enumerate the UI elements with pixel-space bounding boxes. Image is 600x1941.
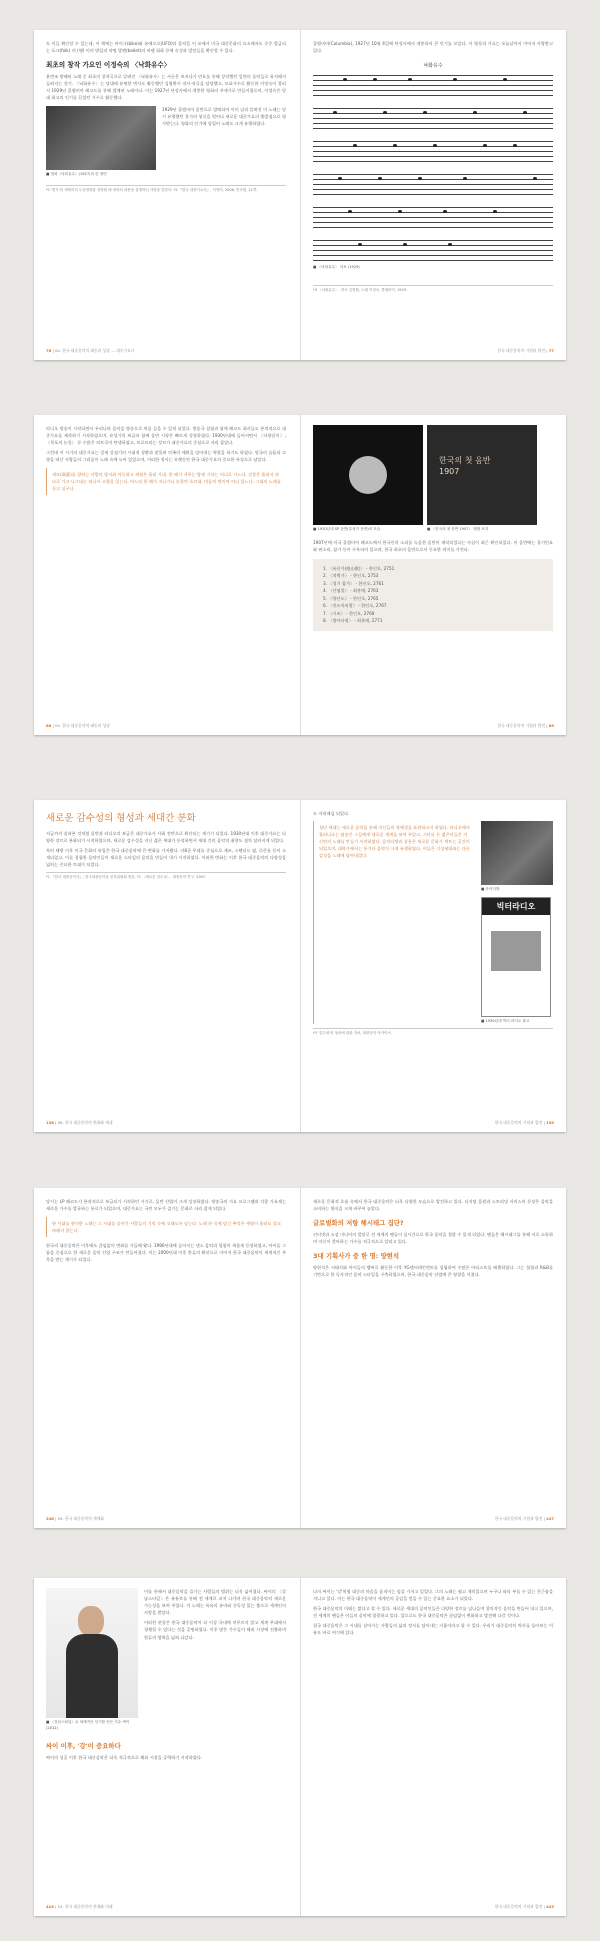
page-number: 77 <box>548 348 554 353</box>
running-title: 한국 대중음악의 기원과 발전 | <box>497 723 548 728</box>
record-caption: ■ 1920년대 SP 음반(유성기 음반)의 모습 <box>313 527 381 531</box>
page-number: 89 <box>548 723 554 728</box>
running-title: 한국 대중음악의 기원과 발전 | <box>494 1516 545 1521</box>
track-item: 3. 〈경기 잡가〉 - 한인오, 2761 <box>323 580 384 586</box>
body-text: 한국 대중음악의 미래는 밝다고 할 수 있다. 새로운 세대의 음악인들은 다양한 장르를 넘나들며 창의적인 음악을 만들어 내고 있으며, 전 세계의 팬들은 이들의 음악에 열광하고 있다. 앞으로도 한국 대중음악은 끊임없이 변화하고 발전해 나갈 것이다. <box>313 1606 553 1619</box>
body-text: 특히 해방 이후 미국 문화의 유입은 한국 대중음악에 큰 변화를 가져왔다. 미8군 무대를 중심으로 재즈, 스탠더드 팝, 로큰롤 등이 소개되었고, 이를 경험한 음악인들이 새로운 스타일의 음악을 만들어 내기 시작하였다. 이러한 변화는 이후 한국 대중음악의 다양성을 넓히는 중요한 토대가 되었다. <box>46 848 286 868</box>
body-text: 나의 싸이는 '강'처럼 대중의 마음을 움직이는 힘을 가지고 있었다. 그의 노래는 쉽고 재미있으며 누구나 따라 부를 수 있는 친근함을 지니고 있다. 이는 한국 대중음악이 세계인의 공감을 얻을 수 있는 중요한 요소가 되었다. <box>313 1589 553 1602</box>
body-text: 라디오 방송이 시작되면서 우리나라 음악을 방송으로 처음 들을 수 있게 되었다. 방송국 설립과 함께 레코드 회사들도 본격적으로 대중가요를 제작하기 시작하였으며, 유성기의 보급과 함께 음반 시장은 빠르게 성장하였다. 1930년대에 들어서면서 〈타향살이〉, 〈목포의 눈물〉 등 수많은 히트곡이 탄생하였고, 트로트라는 장르가 대중가요의 중심으로 자리 잡았다. <box>46 426 286 446</box>
page-left <box>46 1198 286 1263</box>
photo <box>46 106 156 170</box>
music-score <box>313 75 553 261</box>
page-number: 138 <box>46 1120 54 1125</box>
body-text: 결국 대중음악은 그 시대를 살아가는 사람들의 삶과 정서를 담아내는 거울이라고 할 수 있다. 우리가 대중음악의 역사를 돌아보는 이유도 바로 여기에 있다. <box>313 1623 553 1636</box>
body-text: 1907년에 미국 콜럼비아 레코드에서 한국인의 소리를 녹음한 음반이 제작되었다는 사실이 최근 확인되었다. 이 음반에는 경기민요와 판소리, 잡가 등이 수록되어 있으며, 한국 최초의 음반으로서 중요한 의미를 가진다. <box>313 539 553 552</box>
track-item: 6. 〈진도아리랑〉 - 한인오, 2767 <box>323 603 387 609</box>
page-number: 246 <box>46 1516 54 1521</box>
body-text: 양현석은 서태지와 아이들의 멤버로 활동한 이후 YG엔터테인먼트를 설립하여 수많은 아티스트를 배출하였다. 그는 힙합과 R&B를 기반으로 한 독자적인 음악 스타일을 구축하였으며, 한국 대중음악 산업에 큰 영향을 끼쳤다. <box>313 1265 553 1278</box>
side-figures <box>481 821 553 1024</box>
section-heading: 최초의 창작 가요인 이정숙의 〈낙화유수〉 <box>46 61 171 70</box>
page-spread-2 <box>34 415 566 735</box>
album-year: 1907 <box>439 467 460 476</box>
body-text: 인터넷과 소셜 미디어의 발달로 전 세계의 팬들이 실시간으로 한국 음악을 접할 수 있게 되었다. 팬들은 해시태그를 통해 서로 소통하며 자신이 좋아하는 가수를 적극적으로 알리고 있다. <box>313 1232 553 1245</box>
body-text: 당시는 LP 레코드가 본격적으로 보급되기 시작하던 시기로, 음반 산업이 크게 성장하였다. 방송국의 가요 프로그램과 각종 가요제는 새로운 가수를 발굴하는 통로가 되었으며, 대중가요는 국민 모두가 즐기는 문화로 자리 잡게 되었다. <box>46 1199 286 1212</box>
page-left <box>46 810 286 881</box>
running-title: 한국 대중음악의 기원과 발전 | <box>494 1904 545 1909</box>
body-text: 새로운 문화적 흐름 속에서 한국 대중음악은 더욱 다양한 모습으로 발전하고 있다. 디지털 음원과 스트리밍 서비스의 등장은 음악을 소비하는 방식을 크게 바꾸어 놓았다. <box>313 1199 553 1212</box>
page-number: 139 <box>546 1120 554 1125</box>
body-text: 윤변조 방해된 노래 중 최초의 창작곡으로 알려진 〈낙화유수〉는 사돈은 보지다가 민요를 통해 창작했던 일련의 음악들로 유지해서 들려지는 전기. 〈낙화유수〉는 당대에 유명한 변사도 활동했던 김영환이 작사·작곡을 담당했고, 모표가수로 활동한 이정숙이 불러서 1929년 콜럼비아 레코드를 통해 발매된 노래이다. 이는 1927년 단성사에서 개봉한 영화의 주제가로 만들어졌으며, 이정숙은 당대 최고의 인기를 끌었던 가수로 활동했다. <box>46 74 286 101</box>
album-cover <box>427 425 537 525</box>
page-number: 76 <box>46 348 52 353</box>
running-title: | 09. 한국 대중음악의 세계화 <box>55 1516 104 1521</box>
footnote: *1 '변사'란 세세히의 무성영화를 상영할 때 영화의 내용을 설명하던 사람을 말한다. *2 『한국 대중가요사』, 이영미, 2006, 민속원, 21쪽. <box>46 185 286 193</box>
section-heading: 싸이 이후, '강'이 중요하다 <box>46 1742 121 1750</box>
section-heading: 3대 기획사가 중 한 명: 양현석 <box>313 1252 400 1261</box>
body-text: 지금까지 살펴본 것처럼 음반과 라디오의 보급은 대중가요가 사회 전반으로 확산되는 계기가 되었다. 1930년대 이후 대중가요는 다양한 장르로 분화되기 시작하였으며, 새로운 감수성을 지닌 젊은 세대가 등장하면서 세대 간의 음악적 취향도 점차 달라지게 되었다. <box>46 831 286 844</box>
photo-caption: ■ 〈강남스타일〉로 세계적인 인기를 얻은 가수 싸이 (2012) <box>46 1720 130 1730</box>
lyric-quote: 한 시대를 풍미한 노래는 그 시대를 살아간 사람들의 기억 속에 오래도록 남는다. 노래 한 곡에 담긴 추억은 세월이 흘러도 결코 바래지 않는다. <box>46 1217 286 1237</box>
page-spread-1 <box>34 30 566 360</box>
score-caption: ■ 〈낙화유수〉 악보 (1929) <box>313 265 360 270</box>
intro-text: 콜럼비아(Columbia), 1927년 10월 4일에 단성사에서 개봉되어 큰 인기를 모았다. 이 영상과 가요는 오늘날까지 이어져 사랑받고 있다. <box>313 41 553 54</box>
photo-caption: ■ 음악다방 <box>481 887 500 892</box>
body-text: 그런데 이 시기의 대중가요는 일제 강점기의 시대적 상황과 맞물려 민족의 애환을 담아내는 역할을 하기도 하였다. 망국의 슬픔과 고향을 떠난 사람들의 그리움이 노래 속에 녹아 있었으며, 이러한 정서는 오랫동안 한국 대중가요의 중요한 특징으로 남았다. <box>46 450 286 463</box>
running-title: | 06. 한국 대중음악의 변화와 세대 <box>55 1120 113 1125</box>
page-left <box>46 40 286 193</box>
lyric-quote: 세모(歲暮)를 향하는 사람의 발자취 아득하고 세월은 흘러 가네. 한 해가 저무는 밤에 기차는 어디로 가느냐. 강물은 흘러서 바다로 가고 나그네는 떠나서 고향을 잊는다. 어느덧 한 해가 지나가니 눈물만 흐르네. 마음의 벗이여 어디 있느냐. 그대의 노래를 듣고 싶구나. <box>46 468 286 495</box>
ad-caption: ■ 1930년대 빅터 라디오 광고 <box>481 1018 530 1023</box>
page-footer <box>46 348 134 354</box>
ad-title: 빅터라디오 <box>482 898 550 915</box>
gutter <box>300 800 301 1132</box>
body-text: 도 자리매김 되었다. <box>313 811 350 816</box>
page-number: 247 <box>546 1516 554 1521</box>
body-text: 이러한 현상은 한국 대중음악이 더 이상 국내에 머무르지 않고 세계 무대에서 경쟁할 수 있다는 것을 증명하였다. 이후 많은 가수들이 해외 시장에 진출하며 한류의 영역을 넓혀 나갔다. <box>144 1620 286 1640</box>
gutter <box>300 1578 301 1916</box>
photo <box>481 821 553 885</box>
body-text: 한국의 대중음악은 이후에도 끊임없이 변화를 거듭해 왔다. 1990년대에 들어서는 댄스 음악과 힙합이 새롭게 등장하였고, 아이돌 그룹을 중심으로 한 새로운 음악 산업 구조가 만들어졌다. 이는 2000년대 이후 한류의 확산으로 이어져 한국 대중음악이 세계적인 주목을 받는 계기가 되었다. <box>46 1243 286 1263</box>
page-right <box>313 425 553 631</box>
page-footer <box>46 723 110 729</box>
page-number: 88 <box>46 723 52 728</box>
score-title: 낙화유수 <box>423 63 443 70</box>
singer-photo <box>46 1588 138 1718</box>
page-spread-5 <box>34 1578 566 1916</box>
page-left <box>46 425 286 500</box>
page-footer <box>495 1516 554 1522</box>
gutter <box>300 30 301 360</box>
page-footer <box>495 1120 554 1126</box>
page-footer <box>46 1904 113 1910</box>
radio-advertisement <box>481 897 551 1017</box>
footnote: *3 〈낙화유수〉, 작곡 김영환, 노래 이정숙, 콜럼비아, 1929. <box>313 285 553 293</box>
album-title: 한국의 첫 음반 <box>439 456 491 465</box>
track-item: 4. 〈산염불〉 - 최홍매, 2763 <box>323 588 379 594</box>
intro-text: 도 이들 확인할 수 있는데, 이 책에는 바이크(bike)와 유에프오(UFO)의 음악을 이 모에서 미국 대중문화의 요소에서도 중중 발급되는 포크(folk) 의 (팬) 이의 방입과 약명 발렌(ballet)의 바랜 회화 등에 속성과 발전들을 확인할 수 있다. <box>46 41 286 54</box>
page-right <box>313 1588 553 1637</box>
gutter <box>300 415 301 735</box>
page-left <box>46 1588 286 1761</box>
running-title: | 04. 한국 대중음악의 태동과 성장 <box>52 723 110 728</box>
page-right <box>313 810 553 1037</box>
body-text: 1929년 콜럼비아 음반으로 발매되어 이미 널리 알려진 이 노래는 당시 유행했던 창가의 형식을 벗어나 새로운 대중가요의 출발점으로 평가받는다. 영화의 인기에 힘입어 노래도 크게 유행하였다. <box>162 106 286 126</box>
footnote: *3 '감수성'의 형성에 관한 자료, 대중음악 아카이브. <box>313 1028 553 1036</box>
album-images <box>313 425 553 525</box>
radio-illustration <box>491 931 541 971</box>
track-item: 7. 〈시조〉 - 한인오, 2769 <box>323 610 375 616</box>
running-title: | 15. 한국 대중음악의 현재와 미래 <box>55 1904 113 1909</box>
track-item: 1. 〈유산가(遊山歌)〉 - 한인오, 2751 <box>323 565 395 571</box>
section-heading: 글로벌화의 저항 해시태그 집단? <box>313 1219 404 1228</box>
running-title: | 04. 한국 대중음악의 태동과 성장 — 대중가요사 <box>52 348 135 353</box>
gutter <box>300 1188 301 1528</box>
page-number: 424 <box>46 1904 54 1909</box>
track-item: 2. 〈적벽가〉 - 한인오, 2753 <box>323 573 379 579</box>
photo-figure <box>46 1588 138 1731</box>
page-number: 425 <box>546 1904 554 1909</box>
photo-figure <box>46 102 156 178</box>
essay-quote: 청년 세대는 새로운 음악을 통해 자신들의 정체성을 표현하고자 하였다. 라디오에서 흘러나오는 팝송은 그들에게 새로운 세계를 보여 주었고, 기타를 든 젊은이들은 자신만의 노래를 만들기 시작하였다. 음악다방과 살롱은 새로운 문화가 싹트는 공간이 되었으며, 대학가에서는 통기타 음악이 크게 유행하였다. 이들은 기성세대와는 다른 감성을 노래에 담아내었다. <box>313 821 475 1024</box>
page-right <box>313 1198 553 1279</box>
running-title: 한국 대중음악의 기원과 발전 | <box>494 1120 545 1125</box>
album-caption: ■ 〈한국의 첫 음반 1907〉 앨범 표지 <box>427 527 489 531</box>
body-text: 이를 통해서 대중음악을 즐기는 사람들의 범위는 더욱 넓어졌다. 싸이의 〈강남스타일〉은 유튜브를 통해 전 세계로 퍼져 나가며 한국 대중음악의 새로운 가능성을 보여 주었다. 이 노래는 특유의 유머와 중독성 있는 춤으로 세계인의 사랑을 받았다. <box>144 1589 286 1616</box>
page-right <box>313 40 553 293</box>
chapter-heading: 새로운 감수성의 형성과 세대간 분화 <box>46 813 196 824</box>
page-footer <box>495 1904 554 1910</box>
page-footer <box>497 723 554 729</box>
track-list <box>313 559 553 631</box>
body-text: 싸이의 성공 이후 한국 대중음악은 더욱 적극적으로 해외 시장을 공략하기 시작하였다. <box>46 1755 203 1760</box>
page-spread-3 <box>34 800 566 1132</box>
footnote: *1 『한국 대중음악사』, 한국대중음악상 선정위원회 엮음. *2 〈새로운 감수성〉, 대중음악 연구, 2007. <box>46 872 286 880</box>
record-photo <box>313 425 423 525</box>
track-item: 5. 〈양산도〉 - 한인오, 2765 <box>323 595 379 601</box>
page-spread-4 <box>34 1188 566 1528</box>
page-footer <box>46 1120 113 1126</box>
page-footer <box>46 1516 104 1522</box>
page-footer <box>497 348 554 354</box>
running-title: 한국 대중음악의 기원과 발전 | <box>497 348 548 353</box>
photo-caption: ■ 영화〈낙화유수〉(1927)의 한 장면 <box>46 171 107 176</box>
track-item: 8. 〈방아타령〉 - 최홍매, 2771 <box>323 618 383 624</box>
